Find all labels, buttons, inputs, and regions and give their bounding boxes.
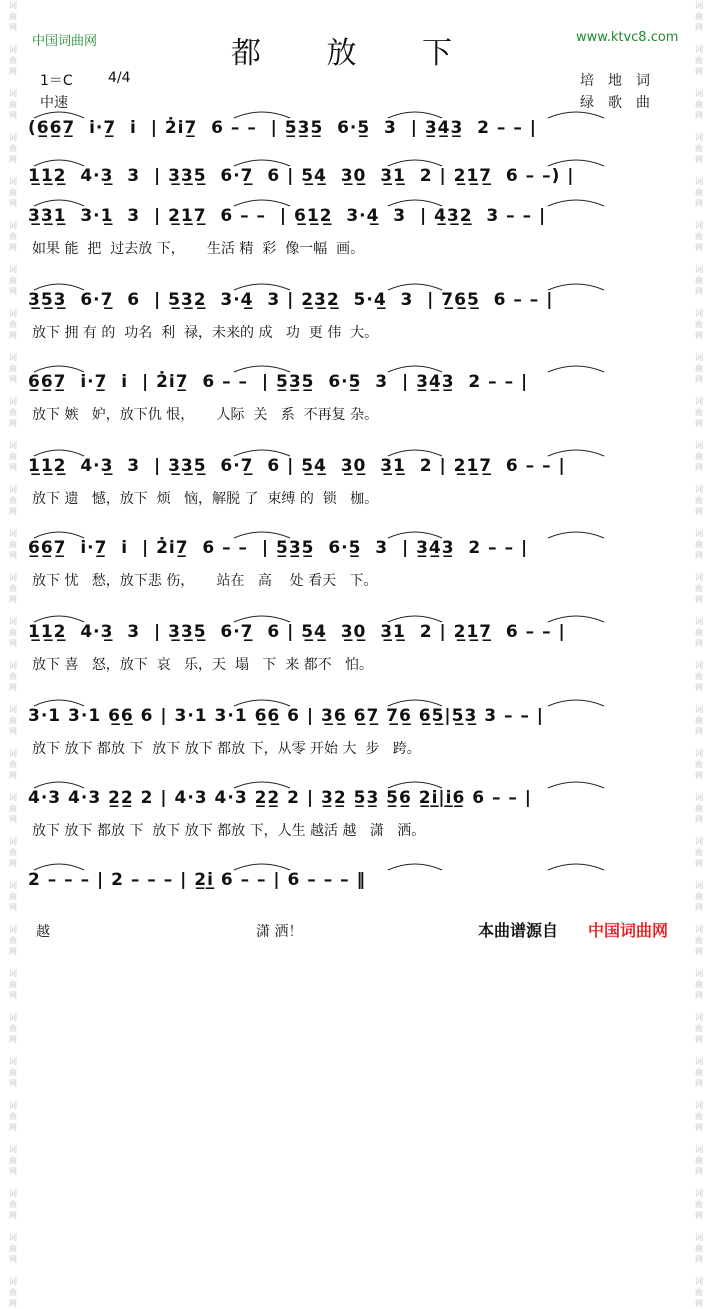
slur	[388, 616, 442, 622]
slur	[548, 700, 604, 706]
slur	[234, 200, 290, 206]
slur	[548, 782, 604, 788]
slur	[388, 532, 442, 538]
lyric-line: 放下 拥 有 的 功名 利 禄，未来的 成 功 更 伟 大。	[32, 325, 379, 341]
source-label: 本曲谱源自	[478, 921, 559, 940]
slur-arcs	[28, 154, 680, 168]
time-signature: 4/4	[108, 70, 131, 86]
slur-arcs	[28, 278, 680, 292]
slur	[388, 782, 442, 788]
notation-line: 2 – – – | 2 – – – | 2̲i̲ 6 – – | 6 – – – ‖	[28, 870, 367, 890]
lyric-line: 放下 放下 都放 下 放下 放下 都放 下，从零 开始 大 步 跨。	[32, 741, 421, 757]
slur	[548, 200, 604, 206]
final-lyric-start: 越	[36, 924, 50, 940]
notation-line: 6̲6̲7̲ i·7̲ i | 2̇i̇7̲ 6 – – | 5̲3̲5̲ 6·5̲ 3 | 3̲4̲3̲ 2 – – |	[28, 538, 529, 558]
slur-arcs	[28, 444, 680, 458]
side-watermark-right: 词 曲 网 词 曲 网 词 曲 网 词 曲 网 词 曲 网 词 曲 网 词 曲 网 词 曲 网 词 曲 网 词 曲 网 词 曲 网 词 曲 网 词 曲 网 词 曲 网 词 曲 网 词 曲 网 词 曲 网 词 曲 网 词 曲 网 词 曲 网 词 曲 网 词 曲 网 词 曲 网 词 曲 网 词 曲 网 词 曲 网 词 曲 网 词 曲 网 词 曲 网 词 曲 网	[695, 1, 703, 1308]
notation-line: 3̲5̲3̲ 6·7̲ 6 | 5̲3̲2̲ 3·4̲ 3 | 2̲3̲2̲ 5·4̲ 3 | 7̲6̲5̲ 6 – – |	[28, 290, 554, 310]
slur	[388, 112, 442, 118]
slur	[234, 366, 290, 372]
slur	[234, 782, 290, 788]
slur	[34, 160, 84, 166]
score-line	[28, 778, 680, 848]
slur	[34, 616, 84, 622]
lyric-line: 放下 忧 愁，放下悲 伤， 站在 高 处 看天 下。	[32, 573, 378, 589]
site-logo-left: 中国词曲网	[32, 34, 98, 49]
lyric-line: 如果 能 把 过去放 下， 生活 精 彩 像一幅 画。	[32, 241, 365, 257]
slur-arcs	[28, 858, 680, 872]
slur	[234, 700, 290, 706]
slur-arcs	[28, 526, 680, 540]
notation-line: 4·3 4·3 2̲2̲ 2 | 4·3 4·3 2̲2̲ 2 | 3̲2̲ 5̲3̲ 5̲6̲ 2̲i̲|i̲6̲ 6 – – |	[28, 788, 532, 808]
slur	[34, 700, 84, 706]
slur-arcs	[28, 776, 680, 790]
final-lyric-end: 潇 洒！	[256, 924, 303, 940]
slur	[34, 532, 84, 538]
slur	[234, 616, 290, 622]
lyric-line: 放下 喜 怒，放下 哀 乐，天 塌 下 来 都不 怕。	[32, 657, 374, 673]
key-signature: 1＝C	[40, 73, 73, 89]
score-line	[28, 696, 680, 766]
notation-line: 3·1 3·1 6̲6̲ 6 | 3·1 3·1 6̲6̲ 6 | 3̲6̲ 6̲7̲ 7̲6̲ 6̲5̲|5̲3̲ 3 – – |	[28, 706, 544, 726]
source-site: 中国词曲网	[588, 921, 669, 940]
slur	[234, 450, 290, 456]
lyric-line: 放下 遗 憾，放下 烦 恼，解脱 了 束缚 的 锁 枷。	[32, 491, 379, 507]
lyric-line: 放下 放下 都放 下 放下 放下 都放 下，人生 越活 越 潇 洒。	[32, 823, 426, 839]
slur	[388, 200, 442, 206]
score-line	[28, 362, 680, 432]
notation-line: 6̲6̲7̲ i·7̲ i | 2̇i̇7̲ 6 – – | 5̲3̲5̲ 6·5̲ 3 | 3̲4̲3̲ 2 – – |	[28, 372, 529, 392]
slur	[34, 200, 84, 206]
slur	[548, 160, 604, 166]
slur	[548, 532, 604, 538]
slur-arcs	[28, 610, 680, 624]
slur	[388, 700, 442, 706]
slur	[234, 160, 290, 166]
tempo-marking: 中速	[40, 95, 68, 111]
slur	[234, 532, 290, 538]
notation-line: 3̲3̲1̲ 3·1̲ 3 | 2̲1̲7̲ 6 – – | 6̲1̲2̲ 3·4̲ 3 | 4̲3̲2̲ 3 – – |	[28, 206, 547, 226]
score-line	[28, 196, 680, 266]
notation-line: 1̲1̲2̲ 4·3̲ 3 | 3̲3̲5̲ 6·7̲ 6 | 5̲4̲ 3̲0̲ 3̲1̲ 2 | 2̲1̲7̲ 6 – –) |	[28, 166, 575, 186]
slur	[388, 450, 442, 456]
notation-line: 1̲1̲2̲ 4·3̲ 3 | 3̲3̲5̲ 6·7̲ 6 | 5̲4̲ 3̲0̲ 3̲1̲ 2 | 2̲1̲7̲ 6 – – |	[28, 456, 566, 476]
slur	[548, 366, 604, 372]
score-line	[28, 280, 680, 350]
slur-arcs	[28, 694, 680, 708]
score-line	[28, 860, 680, 930]
slur	[34, 864, 84, 870]
slur	[548, 864, 604, 870]
notation-line: (6̲6̲7̲ i·7̲ i | 2̇i̇7̲ 6 – – | 5̲3̲5̲ 6·5̲ 3 | 3̲4̲3̲ 2 – – |	[28, 118, 537, 138]
slur	[34, 284, 84, 290]
slur	[548, 112, 604, 118]
slur	[34, 366, 84, 372]
slur	[548, 616, 604, 622]
slur	[388, 160, 442, 166]
slur	[234, 284, 290, 290]
score-line	[28, 528, 680, 598]
slur	[388, 366, 442, 372]
lyric-line: 放下 嫉 妒，放下仇 恨， 人际 关 系 不再复 杂。	[32, 407, 379, 423]
side-watermark-left: 词 曲 网 词 曲 网 词 曲 网 词 曲 网 词 曲 网 词 曲 网 词 曲 网 词 曲 网 词 曲 网 词 曲 网 词 曲 网 词 曲 网 词 曲 网 词 曲 网 词 曲 网 词 曲 网 词 曲 网 词 曲 网 词 曲 网 词 曲 网 词 曲 网 词 曲 网 词 曲 网 词 曲 网 词 曲 网 词 曲 网 词 曲 网 词 曲 网 词 曲 网 词 曲 网	[9, 1, 17, 1308]
score-line	[28, 446, 680, 516]
slur	[548, 450, 604, 456]
slur	[548, 284, 604, 290]
slur	[234, 864, 290, 870]
slur	[34, 782, 84, 788]
notation-line: 1̲1̲2̲ 4·3̲ 3 | 3̲3̲5̲ 6·7̲ 6 | 5̲4̲ 3̲0̲ 3̲1̲ 2 | 2̲1̲7̲ 6 – – |	[28, 622, 566, 642]
slur-arcs	[28, 106, 680, 120]
slur	[388, 864, 442, 870]
slur-arcs	[28, 360, 680, 374]
song-title: 都 放 下	[230, 36, 481, 71]
slur-arcs	[28, 194, 680, 208]
slur	[34, 112, 84, 118]
slur	[34, 450, 84, 456]
site-url: www.ktvc8.com	[576, 30, 679, 45]
lyricist-credit: 培 地 词	[580, 73, 650, 89]
slur	[388, 284, 442, 290]
score-line	[28, 612, 680, 682]
composer-credit: 绿 歌 曲	[580, 95, 650, 111]
slur	[234, 112, 290, 118]
